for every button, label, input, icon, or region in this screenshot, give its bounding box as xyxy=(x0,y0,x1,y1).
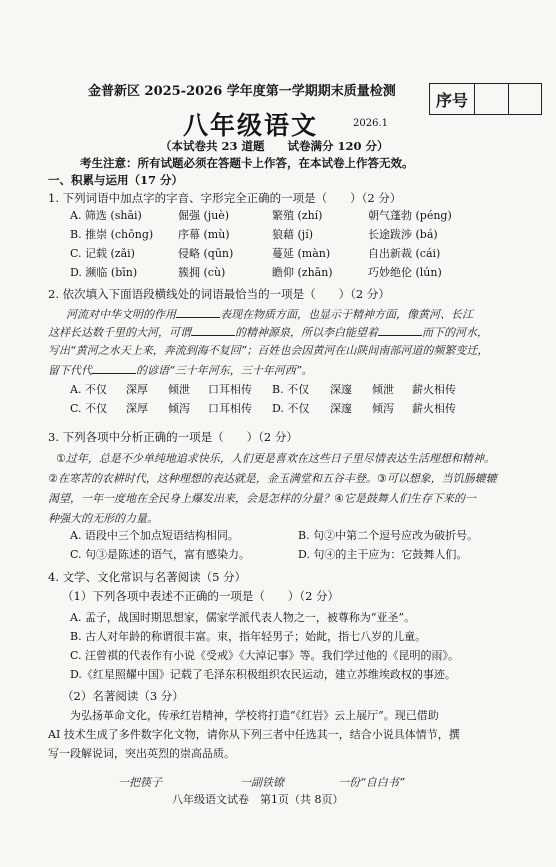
option-cell: A. 筛选 (shāi) xyxy=(70,209,142,222)
option-cell: 序幕 (mù) xyxy=(178,228,230,241)
section-title: 一、积累与运用（17 分） xyxy=(48,173,184,187)
option-cell: 口耳相传 xyxy=(208,402,252,415)
option-line: B. 古人对年龄的称谓很丰富。束，指年轻男子；始龀，指七八岁的儿童。 xyxy=(70,630,427,643)
option-cell: B. 推崇 (chōng) xyxy=(70,228,154,241)
question-stem: 3. 下列各项中分析正确的一项是（ ）（2 分） xyxy=(48,430,298,444)
sub-question: （2）名著阅读（3 分） xyxy=(62,689,184,703)
question-stem: 4. 文学、文化常识与名著阅读（5 分） xyxy=(48,570,247,584)
option-cell: D. 濒临 (bīn) xyxy=(70,266,138,279)
option-cell: 瞻仰 (zhān) xyxy=(272,266,333,279)
option-cell: 倾泄 xyxy=(372,383,394,396)
exam-date: 2026.1 xyxy=(353,118,388,129)
fill-blank xyxy=(92,373,136,374)
passage-line xyxy=(66,306,473,322)
option-cell: 侵略 (qūn) xyxy=(178,247,234,260)
paragraph-line: AI 技术生成了多件数字化文物，请你从下列三者中任选其一，结合小说具体情节，撰 xyxy=(48,728,460,741)
option-cell: 倾泻 xyxy=(168,402,190,415)
option-cell: 深邃 xyxy=(330,402,352,415)
fill-blank xyxy=(176,317,220,318)
choice-item: 一把筷子 xyxy=(118,776,162,789)
option-cell: 倾泻 xyxy=(372,402,394,415)
choice-item: 一副铁镣 xyxy=(240,776,284,789)
subject-title: 八年级语文 xyxy=(183,111,319,140)
option-cell: 自出新裁 (cái) xyxy=(368,247,441,260)
passage-text: 河流对中华文明的作用 xyxy=(66,308,176,321)
passage-text: 的谚语“三十年河东，三十年河西”。 xyxy=(136,364,313,377)
fill-blank xyxy=(191,335,235,336)
option-cell: 巧妙绝伦 (lún) xyxy=(368,266,442,279)
option-cell: 深邃 xyxy=(330,383,352,396)
sub-question: （1）下列各项中表述不正确的一项是（ ）（2 分） xyxy=(62,589,340,603)
passage-line: ①过年，总是不少单纯地追求快乐，人们更是喜欢在这些日子里尽情表达生活理想和精神。 xyxy=(56,452,495,465)
seat-number-box xyxy=(429,83,542,115)
option-cell: 薪火相传 xyxy=(412,383,456,396)
option-cell: C. 不仅 xyxy=(70,402,108,415)
question-stem: 1. 下列词语中加点字的字音、字形完全正确的一项是（ ）（2 分） xyxy=(48,191,402,205)
option-cell: 繁殖 (zhí) xyxy=(272,209,323,222)
seat-number-cell xyxy=(509,84,542,114)
paragraph-line: 写一段解说词，突出英烈的崇高品质。 xyxy=(48,747,235,760)
exam-name: 金普新区 2025-2026 学年度第一学期期末质量检测 xyxy=(88,84,396,99)
question-stem: 2. 依次填入下面语段横线处的词语最恰当的一项是（ ）（2 分） xyxy=(48,287,390,301)
option-cell: 倾泄 xyxy=(168,383,190,396)
passage-line: 渴望，一年一度地在全民身上爆发出来，会是怎样的分量？④它是鼓舞人们生存下来的一 xyxy=(48,492,476,505)
option-cell: 长途跋涉 (bá) xyxy=(368,228,438,241)
option-line: C. 汪曾祺的代表作有小说《受戒》《大淖记事》等。我们学过他的《昆明的雨》。 xyxy=(70,649,460,662)
exam-notice: 考生注意：所有试题必须在答题卡上作答，在本试卷上作答无效。 xyxy=(80,156,414,170)
option-line: D.《红星照耀中国》记载了毛泽东积极组织农民运动，建立苏维埃政权的事迹。 xyxy=(70,668,456,681)
seat-number-cell xyxy=(475,84,509,114)
passage-text: 这样长达数千里的大河，可谓 xyxy=(48,326,191,339)
seat-number-label: 序号 xyxy=(430,84,475,114)
passage-text: 而下的河水， xyxy=(422,326,488,339)
option-cell: 薪火相传 xyxy=(412,402,456,415)
option-cell: 深厚 xyxy=(126,402,148,415)
option-cell: C. 句③是陈述的语气，富有感染力。 xyxy=(70,548,251,561)
option-cell: B. 不仅 xyxy=(272,383,310,396)
passage-text: 表现在物质方面，也显示于精神方面，像黄河、长江 xyxy=(220,308,473,321)
fill-blank xyxy=(378,335,422,336)
choice-item: 一份“自白书” xyxy=(338,776,405,789)
option-cell: 深厚 xyxy=(126,383,148,396)
option-line: A. 孟子，战国时期思想家，儒家学派代表人物之一，被尊称为“亚圣”。 xyxy=(70,611,416,624)
option-cell: 朝气蓬勃 (péng) xyxy=(368,209,452,222)
option-cell: A. 不仅 xyxy=(70,383,107,396)
option-cell: B. 句②中第二个逗号应改为破折号。 xyxy=(298,529,479,542)
passage-line: ②在寒苦的农耕时代，这种理想的表达就是，金玉满堂和五谷丰登。③可以想象，当饥肠辘辘 xyxy=(48,472,497,485)
passage-line: 写出“黄河之水天上来，奔流到海不复回”；百姓也会因黄河在山陕间南部河道的频繁变迁， xyxy=(48,344,489,357)
option-cell: 簇拥 (cù) xyxy=(178,266,226,279)
option-cell: D. 不仅 xyxy=(272,402,310,415)
passage-line xyxy=(48,324,488,340)
paragraph-line: 为弘扬革命文化，传承红岩精神，学校将打造“《红岩》云上展厅”。现已借助 xyxy=(70,709,439,722)
passage-text: 留下代代 xyxy=(48,364,92,377)
passage-text: 的精神源泉，所以李白能望着 xyxy=(235,326,378,339)
passage-line xyxy=(48,362,312,378)
option-cell: 蔓延 (màn) xyxy=(272,247,331,260)
option-cell: C. 记载 (zǎi) xyxy=(70,247,135,260)
option-cell: 口耳相传 xyxy=(208,383,252,396)
passage-line: 种强大的无形的力量。 xyxy=(48,512,158,525)
page-footer: 八年级语文试卷 第1页（共 8页） xyxy=(172,793,344,806)
exam-info: （本试卷共 23 道题 试卷满分 120 分） xyxy=(160,139,389,153)
option-cell: 倔强 (juè) xyxy=(178,209,230,222)
option-cell: 狼藉 (jí) xyxy=(272,228,314,241)
option-cell: A. 语段中三个加点短语结构相同。 xyxy=(70,529,239,542)
option-cell: D. 句④的主干应为：它鼓舞人们。 xyxy=(298,548,468,561)
